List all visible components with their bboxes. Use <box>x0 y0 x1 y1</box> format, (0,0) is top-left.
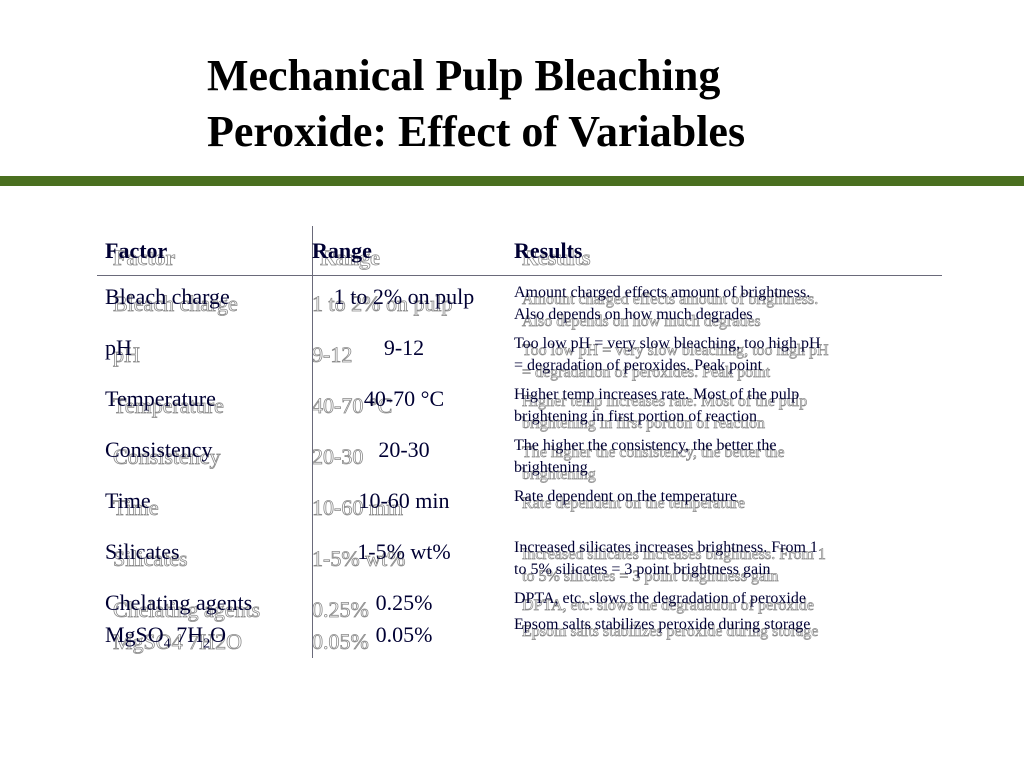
header-range: Range Range <box>312 238 372 264</box>
factor-cell-mgso4 <box>105 622 226 652</box>
factor-cell: Chelating agents Chelating agents <box>105 590 252 616</box>
range-cell: 1-5% wt% 1-5% wt% <box>304 539 504 565</box>
factor-cell: Bleach charge Bleach charge <box>105 284 230 310</box>
results-cell <box>514 588 806 610</box>
results-line: = degradation of peroxides. Peak point = degradation of peroxides. Peak point <box>514 355 821 377</box>
factor-cell: Silicates Silicates <box>105 539 180 565</box>
range-cell: 1 to 2% on pulp 1 to 2% on pulp <box>304 284 504 310</box>
results-line: Rate dependent on the temperature Rate dependent on the temperature <box>514 486 737 508</box>
results-cell <box>514 435 776 479</box>
range-cell: 20-30 20-30 <box>304 437 504 463</box>
results-cell <box>514 614 810 636</box>
factor-subscript: 2 <box>203 636 211 652</box>
range-cell: 0.05% 0.05% <box>304 622 504 648</box>
factor-part: MgSO <box>105 622 164 647</box>
range-cell: 9-12 9-12 <box>304 335 504 361</box>
title-line-2: Peroxide: Effect of Variables <box>207 107 746 156</box>
results-line: Too low pH = very slow bleaching, too high pH Too low pH = very slow bleaching, too high pH <box>514 333 821 355</box>
results-line: Higher temp increases rate. Most of the pulp Higher temp increases rate. Most of the pulp <box>514 384 799 406</box>
title-divider-bar <box>0 176 1024 186</box>
factor-cell: pH pH <box>105 335 132 361</box>
factor-subscript: 4 <box>163 636 171 652</box>
results-line: Increased silicates increases brightness. From 1 Increased silicates increases brightness. From 1 <box>514 537 818 559</box>
results-cell <box>514 486 737 508</box>
range-cell: 40-70 °C 40-70 °C <box>304 386 504 412</box>
factor-part: 7H <box>170 622 204 647</box>
results-cell <box>514 333 821 377</box>
header-results: Results Results <box>514 238 582 264</box>
results-cell <box>514 282 810 326</box>
factor-cell: Time Time <box>105 488 151 514</box>
results-line: Also depends on how much degrades Also depends on how much degrades <box>514 304 810 326</box>
results-line: The higher the consistency, the better the The higher the consistency, the better the <box>514 435 776 457</box>
results-line: DPTA, etc. slows the degradation of peroxide DPTA, etc. slows the degradation of peroxide <box>514 588 806 610</box>
results-line: brightening in first portion of reaction brightening in first portion of reaction <box>514 406 799 428</box>
header-factor: Factor Factor <box>105 238 167 264</box>
slide-title <box>207 48 745 160</box>
range-cell: 0.25% 0.25% <box>304 590 504 616</box>
results-line: brightening brightening <box>514 457 776 479</box>
factor-cell: Temperature Temperature <box>105 386 216 412</box>
title-line-1: Mechanical Pulp Bleaching <box>207 51 721 100</box>
results-cell <box>514 384 799 428</box>
results-line: to 5% silicates = 3 point brightness gain to 5% silicates = 3 point brightness gain <box>514 559 818 581</box>
results-cell <box>514 537 818 581</box>
results-line: Epsom salts stabilizes peroxide during storage Epsom salts stabilizes peroxide during storage <box>514 614 810 636</box>
factor-part: O <box>210 622 226 647</box>
factor-cell: Consistency Consistency <box>105 437 213 463</box>
results-line: Amount charged effects amount of brightness. Amount charged effects amount of brightness. <box>514 282 810 304</box>
header-underline <box>97 275 942 276</box>
range-cell: 10-60 min 10-60 min <box>304 488 504 514</box>
